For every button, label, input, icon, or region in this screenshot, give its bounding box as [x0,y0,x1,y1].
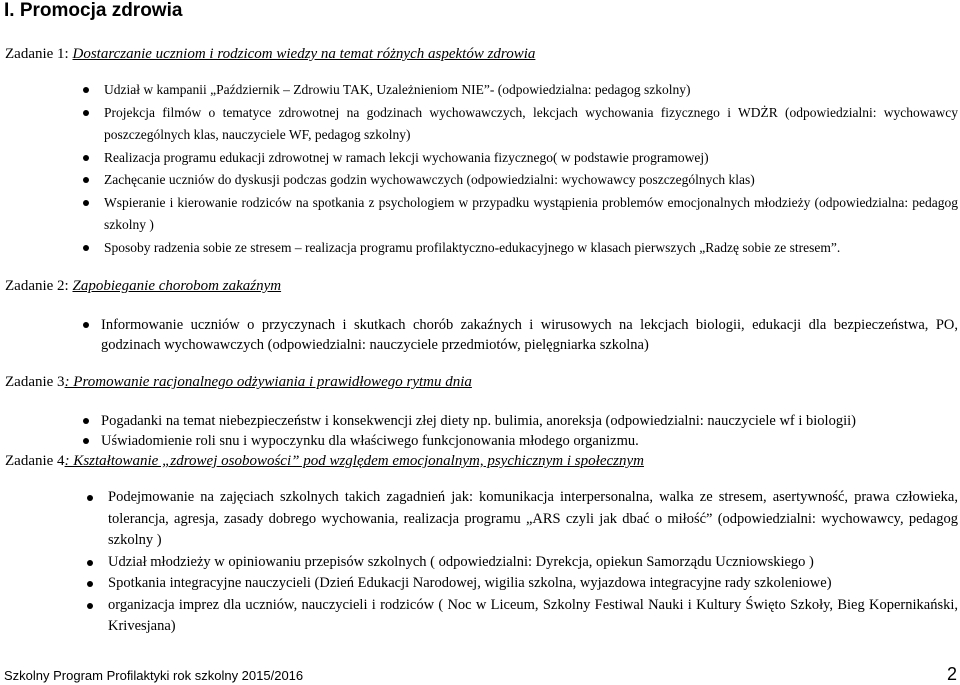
bullet-icon [83,245,89,251]
list-item: Uświadomienie roli snu i wypoczynku dla właściwego funkcjonowania młodego organizmu. [0,431,960,451]
task-3-heading [5,373,472,391]
bullet-icon [83,200,89,206]
task-2-list [0,315,960,355]
list-item: organizacja imprez dla uczniów, nauczycieli i rodziców ( Noc w Liceum, Szkolny Festiwal Nauki i Kultury Święto Szkoły, Bieg Kopernikański, Krivesjana) [0,595,960,638]
task-4-heading [5,452,644,470]
task-4-label: Zadanie 4 [5,453,65,469]
list-item: Projekcja filmów o tematyce zdrowotnej na godzinach wychowawczych, lekcjach wychowania fizycznego i WDŻR (odpowiedzialni: wychowawcy poszczególnych klas, nauczyciele WF, pedagog szkolny) [0,102,960,147]
page-footer: Szkolny Program Profilaktyki rok szkolny 2015/2016 [4,668,304,683]
task-4-title: : Kształtowanie „zdrowej osobowości” pod względem emocjonalnym, psychicznym i społecznym [64,453,644,469]
task-3-list [0,411,960,451]
list-item: Udział młodzieży w opiniowaniu przepisów szkolnych ( odpowiedzialni: Dyrekcja, opiekun Samorządu Uczniowskiego ) [0,552,960,574]
bullet-icon [87,560,93,566]
list-item: Wspieranie i kierowanie rodziców na spotkania z psychologiem w przypadku wystąpienia problemów emocjonalnych młodzieży (odpowiedzialna: pedagog szkolny ) [0,192,960,237]
task-2-title: Zapobieganie chorobom zakaźnym [72,278,282,294]
task-2-label: Zadanie 2: [5,278,73,294]
bullet-icon [83,418,89,424]
bullet-icon [87,603,93,609]
list-item: Realizacja programu edukacji zdrowotnej w ramach lekcji wychowania fizycznego( w podstawie programowej) [0,147,960,170]
task-1-heading [5,45,535,63]
list-item: Informowanie uczniów o przyczynach i skutkach chorób zakaźnych i wirusowych na lekcjach biologii, edukacji dla bezpieczeństwa, PO, godzinach wychowawczych (odpowiedzialni: nauczyciele przedmiotów, pielęgniarka szkolna) [0,315,960,355]
task-4-list [0,487,960,638]
list-item: Sposoby radzenia sobie ze stresem – realizacja programu profilaktyczno-edukacyjnego w klasach pierwszych „Radzę sobie ze stresem”. [0,237,960,260]
bullet-icon [83,110,89,116]
bullet-icon [83,155,89,161]
task-1-title: Dostarczanie uczniom i rodzicom wiedzy na temat różnych aspektów zdrowia [72,46,536,62]
list-item: Podejmowanie na zajęciach szkolnych takich zagadnień jak: komunikacja interpersonalna, walka ze stresem, asertywność, prawa człowieka, tolerancja, agresja, zasady dobrego wychowania, realizacja programu „ARS czyli jak dbać o miłość” (odpowiedzialni: wychowawcy, pedagog szkolny ) [0,487,960,552]
list-item: Udział w kampanii „Październik – Zdrowiu TAK, Uzależnieniom NIE”- (odpowiedzialna: pedagog szkolny) [0,79,960,102]
bullet-icon [83,438,89,444]
bullet-icon [87,581,93,587]
page-number: 2 [946,664,957,684]
bullet-icon [83,87,89,93]
section-heading: I. Promocja zdrowia [4,0,183,21]
task-3-title: : Promowanie racjonalnego odżywiania i prawidłowego rytmu dnia [64,374,472,390]
task-1-label: Zadanie 1: [5,46,73,62]
list-item: Pogadanki na temat niebezpieczeństw i konsekwencji złej diety np. bulimia, anoreksja (odpowiedzialni: nauczyciele wf i biologii) [0,411,960,431]
list-item: Spotkania integracyjne nauczycieli (Dzień Edukacji Narodowej, wigilia szkolna, wyjazdowa integracyjne rady szkoleniowe) [0,573,960,595]
task-2-heading [5,277,281,295]
task-1-list [0,79,960,259]
task-3-label: Zadanie 3 [5,374,65,390]
bullet-icon [83,177,89,183]
list-item: Zachęcanie uczniów do dyskusji podczas godzin wychowawczych (odpowiedzialni: wychowawcy poszczególnych klas) [0,169,960,192]
bullet-icon [83,322,89,328]
bullet-icon [87,495,93,501]
